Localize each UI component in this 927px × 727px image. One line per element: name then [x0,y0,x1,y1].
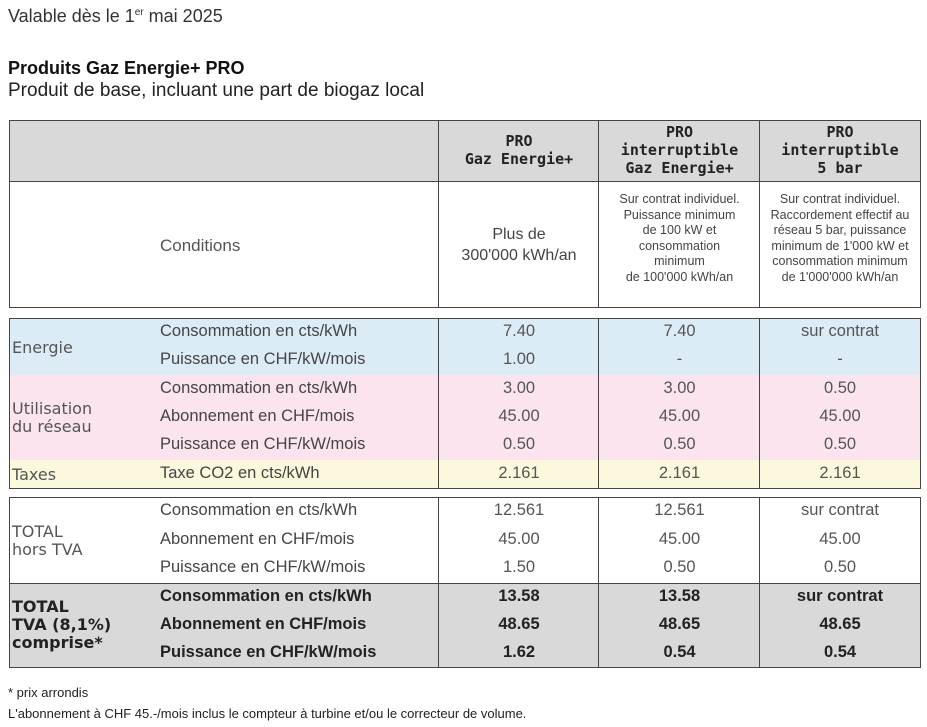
row-label: Taxe CO2 en cts/kWh [160,464,320,482]
table-cell: 12.561 [654,501,705,519]
group-label-total-ttc [12,598,111,652]
conditions-col3-line: Raccordement effectif au [770,207,910,222]
grid-line [9,583,921,584]
group-label-line: Energie [12,338,73,357]
table-cell: 3.00 [502,379,536,397]
conditions-col2 [599,192,760,285]
table-cell: 13.58 [498,587,540,605]
table-cell: 1.50 [502,558,536,576]
table-cell: 0.50 [663,435,696,453]
table-cell: 0.54 [663,643,696,661]
grid-line [438,318,439,489]
row-label: Consommation en cts/kWh [160,587,372,605]
table-cell: - [837,350,843,368]
group-label-line: hors TVA [12,540,83,559]
grid-line [9,488,921,489]
conditions-col3-line: Sur contrat individuel. [779,192,901,206]
group-label-total-ht [12,523,83,559]
table-cell: 12.561 [493,501,545,519]
table-cell: 13.58 [658,587,701,605]
group-label-line: TOTAL [12,522,63,541]
row-label: Puissance en CHF/kW/mois [160,558,366,576]
row-label: Puissance en CHF/kW/mois [160,350,366,368]
validity-date: Valable dès le 1er mai 2025 [8,6,223,26]
table-cell: sur contrat [801,322,879,340]
grid-line [759,318,760,489]
group-label-line: du réseau [12,417,92,436]
grid-line [9,318,10,489]
conditions-col3-line: minimum de 1'000 kW et [771,238,909,253]
table-cell: sur contrat [801,501,879,519]
row-label: Consommation en cts/kWh [160,501,358,519]
table-cell: 2.161 [819,464,861,482]
group-label-line: comprise* [12,633,103,652]
column-header-1-line2: Gaz Energie+ [464,150,574,168]
column-header-2-line1: PRO [665,123,694,141]
conditions-col1-line: Plus de [492,226,546,243]
table-cell: 45.00 [819,407,861,425]
column-header-3-line2: interruptible [781,141,899,159]
grid-line [438,497,439,668]
note-rounded: * prix arrondis [8,685,89,700]
table-cell: 45.00 [498,407,540,425]
grid-line [759,120,760,308]
table-cell: 2.161 [498,464,540,482]
group-label-energie [12,339,73,357]
grid-line [438,120,439,308]
table-cell: 7.40 [663,322,696,340]
table-cell: 48.65 [498,615,540,633]
table-cell: 0.50 [823,558,857,576]
conditions-col2-line: Sur contrat individuel. [619,192,740,206]
table-cell: 0.50 [823,379,857,397]
grid-line [9,318,921,319]
table-cell: sur contrat [796,587,884,605]
grid-line [9,181,921,182]
table-cell: 45.00 [658,407,701,425]
page-subtitle: Produit de base, incluant une part de biogaz local [8,80,425,101]
conditions-col1-line: 300'000 kWh/an [461,247,577,264]
table-cell: - [676,350,683,368]
conditions-col2-line: de 100'000 kWh/an [625,269,734,284]
column-header-3 [760,123,920,177]
conditions-col3-line: de 1'000'000 kWh/an [781,269,899,284]
grid-line [598,120,599,308]
page-title: Produits Gaz Energie+ PRO [8,58,245,78]
grid-line [9,307,921,308]
conditions-col3 [760,192,920,285]
table-cell: 3.00 [663,379,696,397]
group-label-line: Taxes [12,465,57,484]
table-cell: 0.50 [502,435,536,453]
row-label: Puissance en CHF/kW/mois [160,435,366,453]
table-cell: 48.65 [658,615,701,633]
table-cell: 7.40 [502,322,536,340]
group-label-line: TVA (8,1%) [12,615,112,634]
row-label: Consommation en cts/kWh [160,379,358,397]
grid-line [598,497,599,668]
grid-line [759,497,760,668]
table-cell: 48.65 [819,615,861,633]
row-label: Puissance en CHF/kW/mois [160,643,377,661]
row-label: Abonnement en CHF/mois [160,407,355,425]
conditions-col2-line: minimum [654,254,705,268]
table-cell: 0.54 [823,643,857,661]
group-label-line: TOTAL [12,597,69,616]
conditions-label: Conditions [160,236,241,255]
conditions-col2-line: de 100 kW et [642,223,717,237]
conditions-col2-line: consommation [638,238,721,253]
row-label: Abonnement en CHF/mois [160,615,367,633]
table-cell: 0.50 [663,558,696,576]
column-header-2 [599,123,760,177]
column-header-1 [439,132,599,168]
grid-line [598,318,599,489]
conditions-col3-line: consommation minimum [772,254,908,268]
grid-line [920,318,921,489]
grid-line [920,497,921,668]
column-header-1-line1: PRO [505,132,533,150]
group-label-taxes [12,466,56,484]
column-header-3-line1: PRO [826,123,854,141]
grid-line [9,497,10,668]
grid-line [9,120,10,308]
group-label-reseau [12,400,92,436]
grid-line [920,120,921,308]
column-header-3-line3: 5 bar [817,159,863,177]
table-cell: 2.161 [658,464,701,482]
table-cell: 45.00 [819,530,861,548]
grid-line [9,120,921,121]
column-header-2-line3: Gaz Energie+ [625,159,734,177]
table-cell: 1.62 [502,643,536,661]
table-cell: 0.50 [823,435,857,453]
row-label: Consommation en cts/kWh [160,322,358,340]
table-cell: 45.00 [498,530,540,548]
conditions-col2-line: Puissance minimum [623,207,736,222]
table-cell: 45.00 [658,530,701,548]
column-header-2-line2: interruptible [620,141,739,159]
group-label-line: Utilisation [12,399,93,418]
note-subscription: L'abonnement à CHF 45.-/mois inclus le compteur à turbine et/ou le correcteur de volume. [8,706,527,721]
grid-line [9,667,921,668]
conditions-col1 [439,224,599,266]
row-label: Abonnement en CHF/mois [160,530,355,548]
table-cell: 1.00 [502,350,536,368]
conditions-col3-line: réseau 5 bar, puissance [773,223,907,237]
grid-line [9,497,921,498]
